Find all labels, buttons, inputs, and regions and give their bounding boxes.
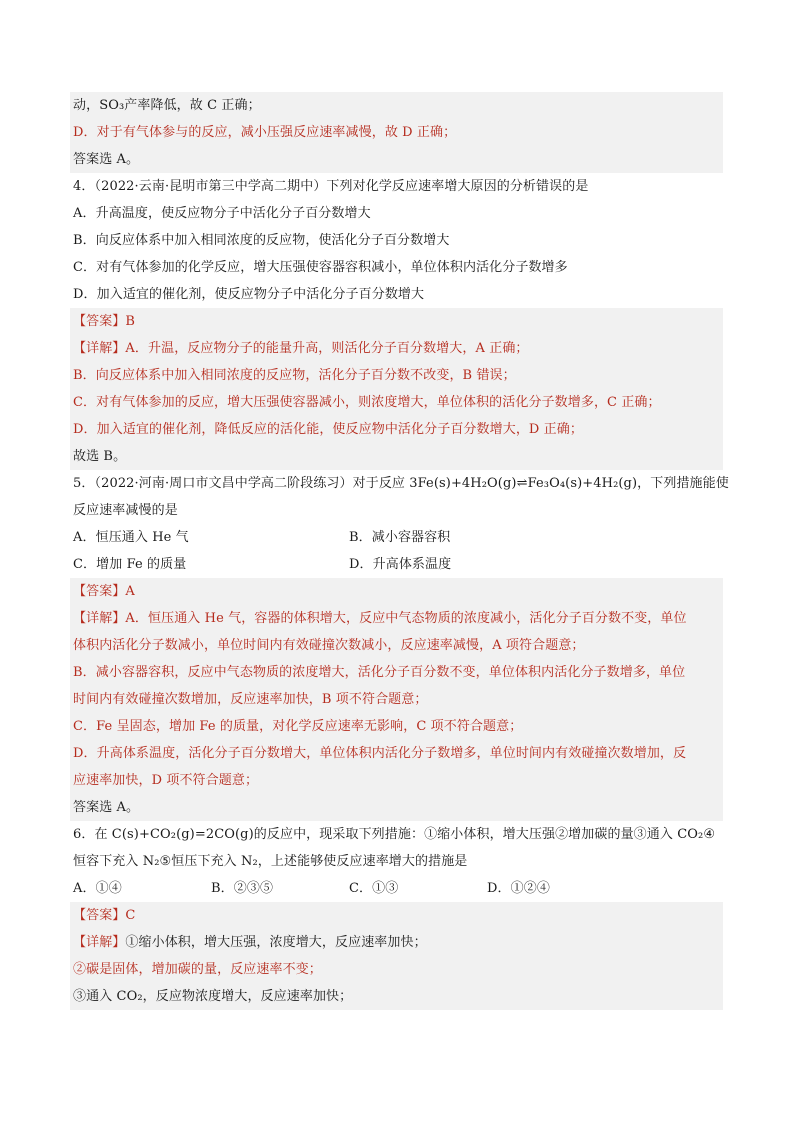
detail-text: ①缩小体积，增大压强，浓度增大，反应速率加快； xyxy=(125,935,427,950)
q6-stem-1: 6．在 C(s)+CO₂(g)=2CO(g)的反应中，现采取下列措施：①缩小体积，增大压强②增加碳的量③通入 CO₂④ xyxy=(73,827,716,842)
q3-tail-line-1: 动，SO₃产率降低，故 C 正确； xyxy=(70,92,723,119)
q6-option-a: A．①④ xyxy=(73,881,122,896)
q5-stem-1: 5．（2022·河南·周口市文昌中学高二阶段练习）对于反应 3Fe(s)+4H₂O(g)⇌Fe₃O₄(s)+4H₂(g)，下列措施能使 xyxy=(73,476,729,491)
detail-label: 【详解】 xyxy=(73,935,126,950)
q5-option-a: A．恒压通入 He 气 xyxy=(73,530,189,545)
q6-options-row xyxy=(70,875,723,902)
answer-value: B xyxy=(125,314,136,329)
q6-stem-2: 恒容下充入 N₂⑤恒压下充入 N₂，上述能够使反应速率增大的措施是 xyxy=(73,854,468,869)
detail-text: A．恒压通入 He 气，容器的体积增大，反应中气态物质的浓度减小，活化分子百分数不变，单位 xyxy=(125,611,687,626)
q4-answer xyxy=(70,308,723,335)
q5-detail-1 xyxy=(70,605,723,632)
q4-conclusion: 故选 B。 xyxy=(70,443,723,470)
q6-detail-1 xyxy=(70,929,723,956)
q5-option-c: C．增加 Fe 的质量 xyxy=(73,557,187,572)
answer-value: A xyxy=(125,584,135,599)
detail-label: 【详解】 xyxy=(73,611,126,626)
document-page xyxy=(70,92,729,1010)
q5-options-row-1 xyxy=(70,524,723,551)
q3-conclusion: 答案选 A。 xyxy=(70,146,723,173)
q6-option-b: B．②③⑤ xyxy=(211,881,274,896)
answer-label: 【答案】 xyxy=(73,314,126,329)
q6-answer xyxy=(70,902,723,929)
q4-detail-1 xyxy=(70,335,723,362)
q4-option-d: D．加入适宜的催化剂，使反应物分子中活化分子百分数增大 xyxy=(73,287,425,302)
q5-option-d: D．升高体系温度 xyxy=(349,557,452,572)
q4-stem: 4．（2022·云南·昆明市第三中学高二期中）下列对化学反应速率增大原因的分析错误的是 xyxy=(73,179,589,194)
detail-text: A．升温，反应物分子的能量升高，则活化分子百分数增大，A 正确； xyxy=(125,341,529,356)
answer-value: C xyxy=(125,908,136,923)
q4-detail-4: D．加入适宜的催化剂，降低反应的活化能，使反应物中活化分子百分数增大，D 正确； xyxy=(70,416,723,443)
q5-detail-2: 体积内活化分子数减小，单位时间内有效碰撞次数减小，反应速率减慢，A 项符合题意； xyxy=(70,632,723,659)
q5-stem-2: 反应速率减慢的是 xyxy=(73,503,178,518)
q3-tail-line-2: D．对于有气体参与的反应，减小压强反应速率减慢，故 D 正确； xyxy=(70,119,723,146)
q4-detail-2: B．向反应体系中加入相同浓度的反应物，活化分子百分数不改变，B 错误； xyxy=(70,362,723,389)
answer-label: 【答案】 xyxy=(73,584,126,599)
q5-conclusion: 答案选 A。 xyxy=(70,794,723,821)
answer-label: 【答案】 xyxy=(73,908,126,923)
q4-option-a: A．升高温度，使反应物分子中活化分子百分数增大 xyxy=(73,206,371,221)
q5-answer xyxy=(70,578,723,605)
q5-detail-7: 应速率加快，D 项不符合题意； xyxy=(70,767,723,794)
detail-label: 【详解】 xyxy=(73,341,126,356)
q6-detail-2: ②碳是固体，增加碳的量，反应速率不变； xyxy=(70,956,723,983)
q6-option-d: D．①②④ xyxy=(487,881,550,896)
q5-detail-5: C．Fe 呈固态，增加 Fe 的质量，对化学反应速率无影响，C 项不符合题意； xyxy=(70,713,723,740)
q4-option-c: C．对有气体参加的化学反应，增大压强使容器容积减小，单位体积内活化分子数增多 xyxy=(73,260,568,275)
q6-detail-3: ③通入 CO₂，反应物浓度增大，反应速率加快； xyxy=(70,983,723,1010)
q4-option-b: B．向反应体系中加入相同浓度的反应物，使活化分子百分数增大 xyxy=(73,233,450,248)
q5-detail-6: D．升高体系温度，活化分子百分数增大，单位体积内活化分子数增多，单位时间内有效碰撞次数增加，反 xyxy=(70,740,723,767)
q5-detail-4: 时间内有效碰撞次数增加，反应速率加快，B 项不符合题意； xyxy=(70,686,723,713)
q5-detail-3: B．减小容器容积，反应中气态物质的浓度增大，活化分子百分数不变，单位体积内活化分子数增多，单位 xyxy=(70,659,723,686)
q4-detail-3: C．对有气体参加的反应，增大压强使容器减小，则浓度增大，单位体积的活化分子数增多，C 正确； xyxy=(70,389,723,416)
q5-options-row-2 xyxy=(70,551,723,578)
q6-option-c: C．①③ xyxy=(349,881,399,896)
q5-option-b: B．减小容器容积 xyxy=(349,530,451,545)
